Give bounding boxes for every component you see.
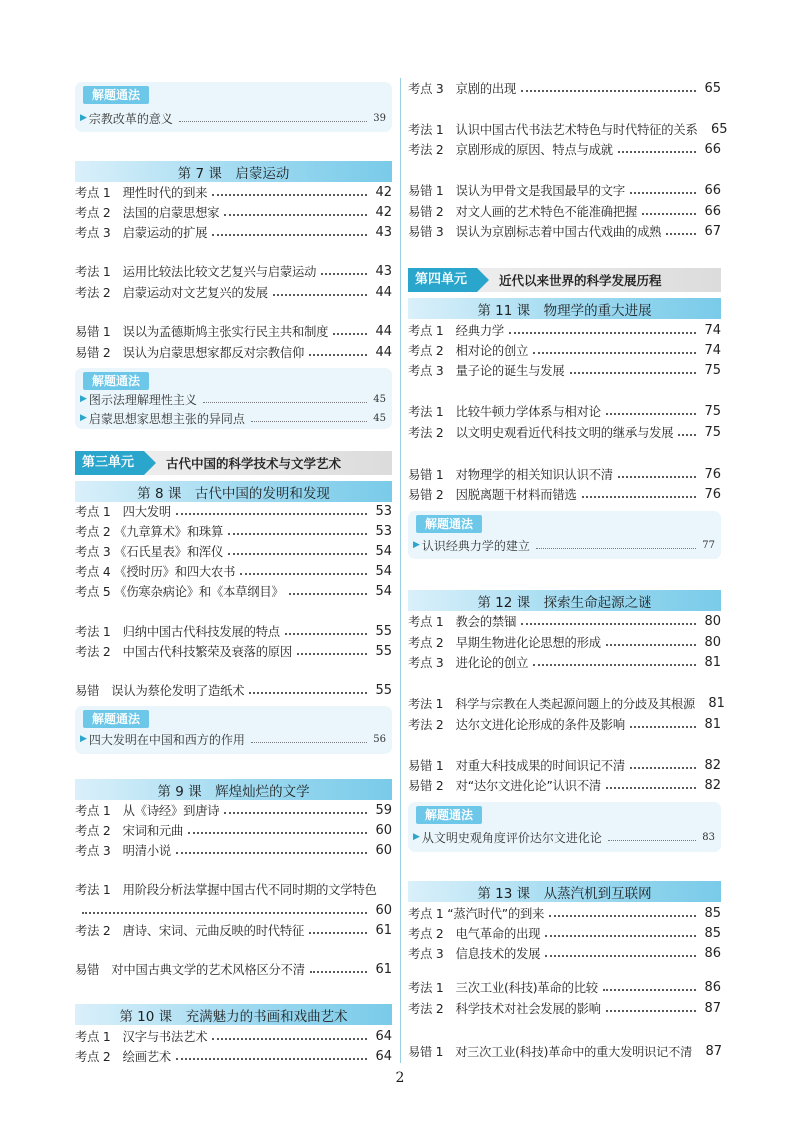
toc-entry[interactable]: 考点 2 绘画艺术 64 — [75, 1048, 392, 1064]
lesson-title[interactable]: 第 12 课 探索生命起源之谜 — [408, 590, 721, 611]
toc-entry[interactable]: 考点 3 量子论的诞生与发展 75 — [408, 362, 721, 378]
toc-entry[interactable]: 考点 1 汉字与书法艺术 64 — [75, 1028, 392, 1044]
toc-entry[interactable]: 考点 2 《九章算术》和珠算 53 — [75, 523, 392, 539]
triangle-icon: ▶ — [413, 540, 420, 550]
tips-box — [408, 511, 721, 559]
toc-entry[interactable]: 考点 3 信息技术的发展 86 — [408, 945, 721, 961]
toc-entry[interactable]: 考点 3 《石氏星表》和浑仪 54 — [75, 543, 392, 559]
tips-row[interactable]: ▶ 图示法理解理性主义 45 — [80, 392, 386, 407]
toc-entry[interactable]: 考法 2 京剧形成的原因、特点与成就 66 — [408, 141, 721, 157]
toc-entry[interactable]: 考点 3 明清小说 60 — [75, 842, 392, 858]
toc-entry[interactable]: 易错 对中国古典文学的艺术风格区分不清 61 — [75, 961, 392, 977]
toc-entry[interactable]: 考点 4 《授时历》和四大农书 54 — [75, 563, 392, 579]
toc-entry[interactable]: 易错 1 对重大科技成果的时间识记不清 82 — [408, 757, 721, 773]
toc-entry[interactable]: 考法 1 归纳中国古代科技发展的特点 55 — [75, 623, 392, 639]
triangle-icon: ▶ — [80, 413, 87, 423]
toc-entry[interactable]: 考法 2 以文明史观看近代科技文明的继承与发展 75 — [408, 424, 721, 440]
toc-entry[interactable]: 考点 1 从《诗经》到唐诗 59 — [75, 802, 392, 818]
toc-entry[interactable]: 考法 1 认识中国古代书法艺术特色与时代特征的关系 65 — [408, 121, 728, 137]
unit-badge: 第四单元 — [408, 268, 477, 292]
toc-entry[interactable]: 易错 2 因脱离题干材料而错选 76 — [408, 486, 721, 502]
column-divider — [400, 78, 401, 1063]
toc-entry[interactable]: 易错 1 对物理学的相关知识认识不清 76 — [408, 466, 721, 482]
toc-entry[interactable]: 考法 1 比较牛顿力学体系与相对论 75 — [408, 403, 721, 419]
toc-entry[interactable]: 考点 2 电气革命的出现 85 — [408, 925, 721, 941]
toc-entry[interactable]: 易错 2 对“达尔文进化论”认识不清 82 — [408, 777, 721, 793]
tips-header: 解题通法 — [416, 515, 482, 533]
toc-entry[interactable]: 考法 2 科学技术对社会发展的影响 87 — [408, 1000, 721, 1016]
lesson-title[interactable]: 第 10 课 充满魅力的书画和戏曲艺术 — [75, 1004, 392, 1025]
toc-entry[interactable]: 考点 2 早期生物进化论思想的形成 80 — [408, 634, 721, 650]
tips-header: 解题通法 — [83, 86, 149, 104]
tips-header: 解题通法 — [416, 806, 482, 824]
tips-row[interactable]: ▶ 四大发明在中国和西方的作用 56 — [80, 732, 386, 747]
lesson-title[interactable]: 第 11 课 物理学的重大进展 — [408, 298, 721, 319]
toc-entry[interactable]: 考点 1 “蒸汽时代”的到来 85 — [408, 905, 721, 921]
toc-entry[interactable]: 易错 误认为蔡伦发明了造纸术 55 — [75, 682, 392, 698]
toc-entry[interactable]: 考点 3 京剧的出现 65 — [408, 80, 721, 96]
page-number: 2 — [395, 1070, 405, 1086]
tips-box — [75, 368, 392, 429]
tips-row[interactable]: ▶ 认识经典力学的建立 77 — [413, 538, 715, 553]
triangle-icon: ▶ — [80, 113, 87, 123]
unit-title: 古代中国的科学技术与文学艺术 — [166, 456, 342, 471]
toc-entry[interactable]: 考法 2 中国古代科技繁荣及衰落的原因 55 — [75, 643, 392, 659]
toc-entry[interactable]: 易错 1 误认为甲骨文是我国最早的文字 66 — [408, 182, 721, 198]
tips-box — [408, 802, 721, 852]
toc-entry[interactable]: 考点 2 相对论的创立 74 — [408, 342, 721, 358]
unit-badge: 第三单元 — [75, 451, 144, 475]
unit-title: 近代以来世界的科学发展历程 — [499, 273, 662, 288]
lesson-title[interactable]: 第 9 课 辉煌灿烂的文学 — [75, 779, 392, 800]
tips-row[interactable]: ▶ 宗教改革的意义 39 — [80, 111, 386, 126]
toc-entry[interactable]: 考点 1 经典力学 74 — [408, 322, 721, 338]
lesson-title[interactable]: 第 7 课 启蒙运动 — [75, 161, 392, 182]
toc-entry[interactable]: 易错 2 误认为启蒙思想家都反对宗教信仰 44 — [75, 344, 392, 360]
toc-entry[interactable]: 易错 3 误认为京剧标志着中国古代戏曲的成熟 67 — [408, 223, 721, 239]
toc-entry[interactable]: 考点 1 教会的禁锢 80 — [408, 613, 721, 629]
tips-row[interactable]: ▶ 启蒙思想家思想主张的异同点 45 — [80, 411, 386, 426]
tips-box — [75, 706, 392, 754]
toc-entry[interactable]: 易错 2 对文人画的艺术特色不能准确把握 66 — [408, 203, 721, 219]
lesson-title[interactable]: 第 8 课 古代中国的发明和发现 — [75, 481, 392, 502]
unit-header[interactable] — [75, 451, 392, 475]
tips-row[interactable]: ▶ 从文明史观角度评价达尔文进化论 83 — [413, 830, 715, 845]
toc-entry[interactable]: 考点 1 四大发明 53 — [75, 503, 392, 519]
triangle-icon: ▶ — [80, 394, 87, 404]
tips-box — [75, 82, 392, 132]
unit-header[interactable] — [408, 268, 721, 292]
toc-entry[interactable]: 易错 1 对三次工业(科技)革命中的重大发明识记不清 87 — [408, 1043, 723, 1059]
toc-entry[interactable]: 考法 2 唐诗、宋词、元曲反映的时代特征 61 — [75, 922, 392, 938]
lesson-title[interactable]: 第 13 课 从蒸汽机到互联网 — [408, 881, 721, 902]
toc-entry[interactable]: 考法 1 科学与宗教在人类起源问题上的分歧及其根源 81 — [408, 695, 725, 711]
toc-entry[interactable]: 易错 1 误以为孟德斯鸠主张实行民主共和制度 44 — [75, 323, 392, 339]
triangle-icon: ▶ — [80, 734, 87, 744]
toc-entry[interactable]: 考点 5 《伤寒杂病论》和《本草纲目》 54 — [75, 583, 392, 599]
toc-entry[interactable]: 考点 2 法国的启蒙思想家 42 — [75, 204, 392, 220]
toc-entry[interactable]: 考点 3 启蒙运动的扩展 43 — [75, 224, 392, 240]
toc-entry-wrap-line[interactable]: 60 — [77, 900, 392, 920]
toc-entry-wrapped[interactable]: 考法 1 用阶段分析法掌握中国古代不同时期的文学特色 — [75, 883, 377, 897]
triangle-icon: ▶ — [413, 832, 420, 842]
toc-entry[interactable]: 考点 1 理性时代的到来 42 — [75, 184, 392, 200]
toc-entry[interactable]: 考法 2 达尔文进化论形成的条件及影响 81 — [408, 716, 721, 732]
toc-entry[interactable]: 考点 3 进化论的创立 81 — [408, 654, 721, 670]
toc-entry[interactable]: 考点 2 宋词和元曲 60 — [75, 822, 392, 838]
toc-entry[interactable]: 考法 2 启蒙运动对文艺复兴的发展 44 — [75, 284, 392, 300]
toc-entry[interactable]: 考法 1 运用比较法比较文艺复兴与启蒙运动 43 — [75, 263, 392, 279]
tips-header: 解题通法 — [83, 710, 149, 728]
tips-header: 解题通法 — [83, 372, 149, 390]
toc-entry[interactable]: 考法 1 三次工业(科技)革命的比较 86 — [408, 979, 721, 995]
